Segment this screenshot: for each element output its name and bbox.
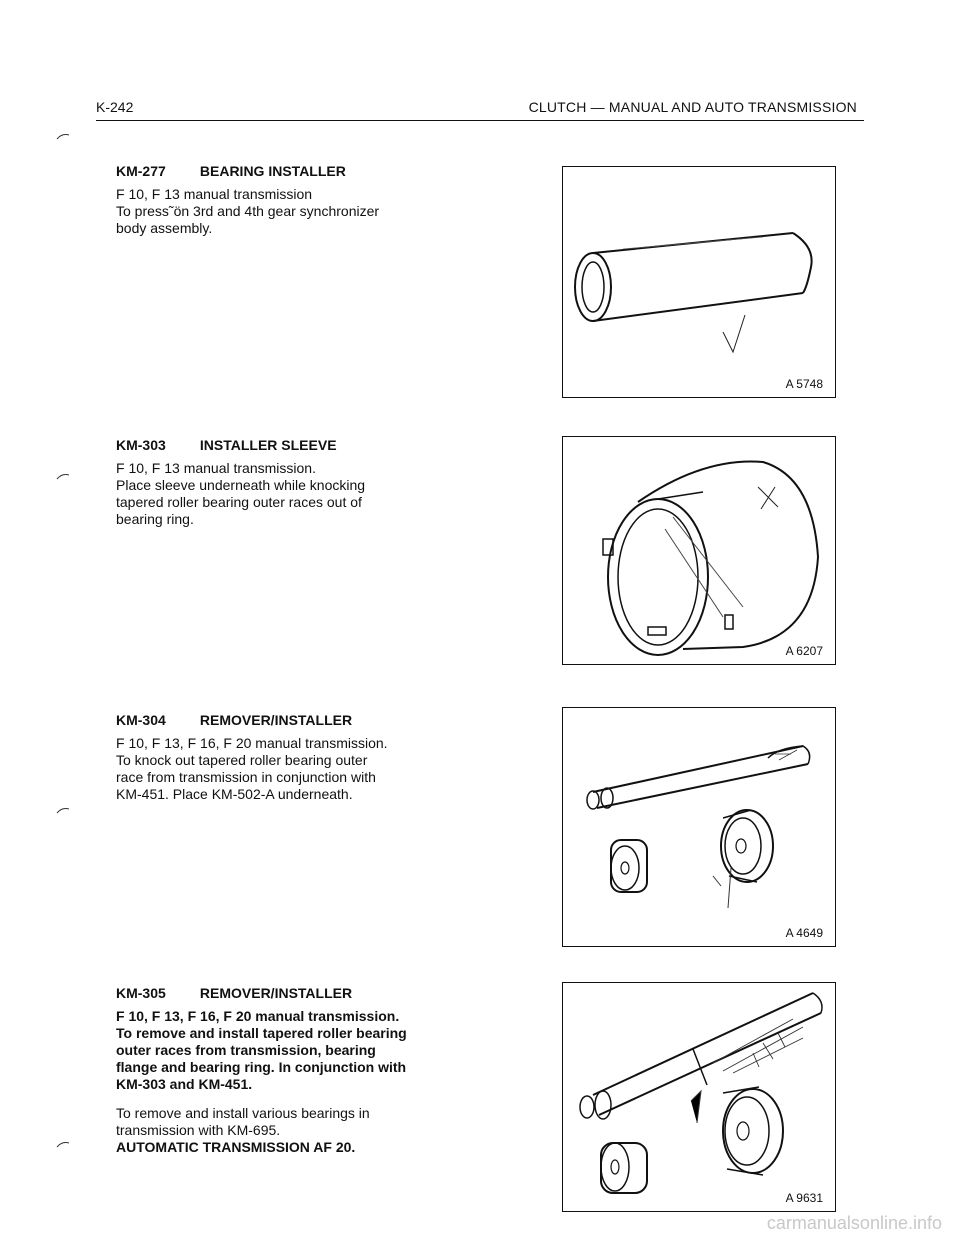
tool-name: BEARING INSTALLER — [199, 163, 346, 179]
desc-line: To remove and install various bearings in — [116, 1105, 370, 1121]
tool-name: REMOVER/INSTALLER — [199, 712, 353, 728]
desc-line: KM-451. Place KM-502-A underneath. — [116, 786, 353, 802]
figure-label: A 9631 — [785, 1191, 823, 1205]
installer-sleeve-illustration — [563, 437, 835, 664]
margin-mark — [56, 132, 70, 140]
desc-line: To knock out tapered roller bearing outer — [116, 752, 368, 768]
tool-heading — [116, 985, 456, 1002]
tool-code: KM-305 — [116, 985, 166, 1001]
remover-installer-km304-illustration — [563, 708, 835, 946]
tool-code: KM-304 — [116, 712, 166, 728]
desc-line: To press˜ön 3rd and 4th gear synchronizer — [116, 203, 380, 219]
desc-line: F 10, F 13 manual transmission — [116, 186, 313, 202]
tool-section-km304 — [116, 712, 446, 803]
desc-line: body assembly. — [116, 220, 213, 236]
desc-line: bearing ring. — [116, 511, 194, 527]
desc-line: outer races from transmission, bearing — [116, 1042, 376, 1058]
figure-km303 — [562, 436, 836, 665]
figure-label: A 6207 — [785, 644, 823, 658]
figure-label: A 5748 — [785, 377, 823, 391]
desc-line: transmission with KM-695. — [116, 1122, 281, 1138]
figure-label: A 4649 — [785, 926, 823, 940]
tool-code: KM-277 — [116, 163, 166, 179]
figure-km277 — [562, 166, 836, 398]
margin-mark — [56, 1140, 70, 1148]
figure-km304 — [562, 707, 836, 947]
tool-name: REMOVER/INSTALLER — [199, 985, 353, 1001]
desc-line: tapered roller bearing outer races out of — [116, 494, 362, 510]
desc-line: Place sleeve underneath while knocking — [116, 477, 366, 493]
margin-mark — [56, 806, 70, 814]
header-rule — [96, 120, 864, 121]
tool-heading — [116, 437, 446, 454]
desc-line: F 10, F 13 manual transmission. — [116, 460, 316, 476]
footer-watermark: carmanualsonline.info — [766, 1213, 942, 1233]
desc-line: KM-303 and KM-451. — [116, 1076, 253, 1092]
tool-section-km305 — [116, 985, 456, 1156]
tool-code: KM-303 — [116, 437, 166, 453]
running-title: CLUTCH — MANUAL AND AUTO TRANSMISSION — [528, 99, 857, 115]
margin-mark — [56, 472, 70, 480]
bearing-installer-illustration — [563, 167, 835, 397]
remover-installer-km305-illustration — [563, 983, 835, 1211]
tool-name: INSTALLER SLEEVE — [199, 437, 337, 453]
tool-heading — [116, 163, 446, 180]
figure-km305 — [562, 982, 836, 1212]
tool-section-km303 — [116, 437, 446, 528]
page-number: K-242 — [96, 99, 134, 115]
desc-line: F 10, F 13, F 16, F 20 manual transmission. — [116, 1008, 400, 1024]
desc-line: To remove and install tapered roller bearing — [116, 1025, 407, 1041]
desc-line: race from transmission in conjunction with — [116, 769, 376, 785]
transmission-note: AUTOMATIC TRANSMISSION AF 20. — [116, 1139, 356, 1155]
tool-section-km277 — [116, 163, 446, 237]
desc-line: F 10, F 13, F 16, F 20 manual transmission. — [116, 735, 388, 751]
desc-line: flange and bearing ring. In conjunction with — [116, 1059, 407, 1075]
tool-heading — [116, 712, 446, 729]
